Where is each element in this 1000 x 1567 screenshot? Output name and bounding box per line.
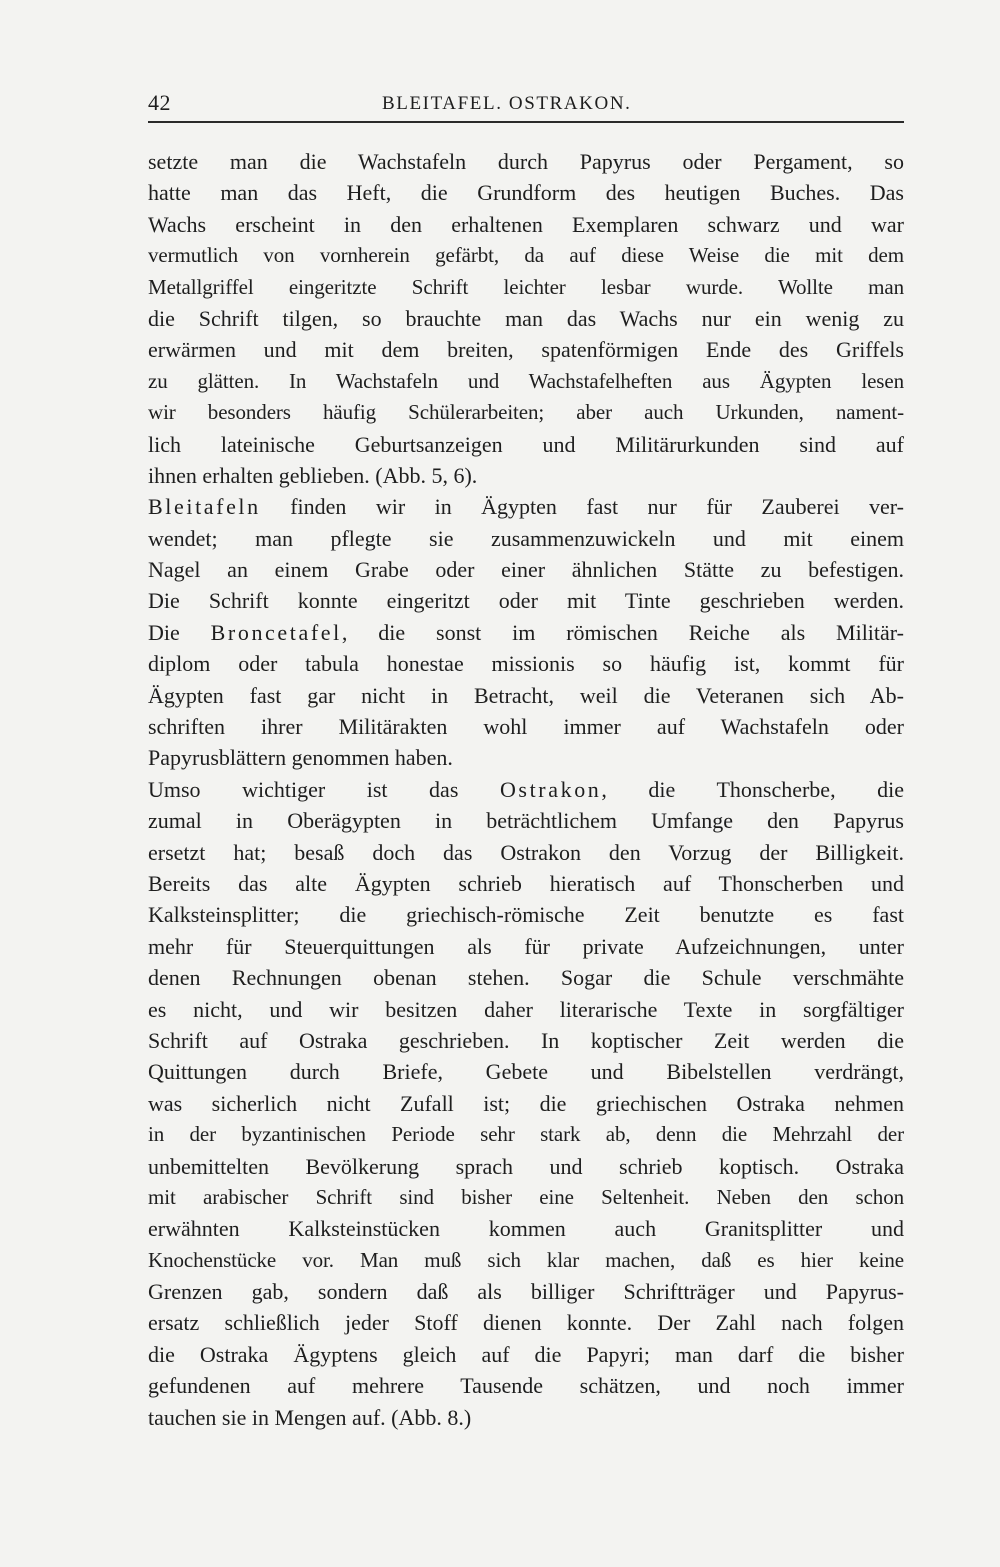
- line-text: vermutlich von vornherein gefärbt, da auf diese Weise die mit dem: [148, 243, 904, 268]
- text-line: [148, 1025, 904, 1056]
- line-text: ersatz schließlich jeder Stoff dienen konnte. Der Zahl nach folgen: [148, 1310, 904, 1336]
- line-text: die Schrift tilgen, so brauchte man das Wachs nur ein wenig zu: [148, 305, 904, 331]
- line-text: gefundenen auf mehrere Tausende schätzen, und noch immer: [148, 1373, 904, 1399]
- line-text: hatte man das Heft, die Grundform des heutigen Buches. Das: [148, 180, 904, 206]
- line-text: Schrift auf Ostraka geschrieben. In koptischer Zeit werden die: [148, 1027, 904, 1053]
- line-text: ersetzt hat; besaß doch das Ostrakon den Vorzug der Billigkeit.: [148, 839, 904, 865]
- text-line: [148, 1119, 904, 1150]
- spaced-term: Broncetafel: [210, 619, 342, 645]
- text-line: [148, 209, 904, 240]
- line-text: Grenzen gab, sondern daß als billiger Schriftträger und Papyrus-: [148, 1279, 904, 1305]
- text-line: [148, 805, 904, 836]
- text-line: [148, 1276, 904, 1307]
- text-line: [148, 1088, 904, 1119]
- text-line: [148, 742, 904, 773]
- line-text: unbemittelten Bevölkerung sprach und schrieb koptisch. Ostraka: [148, 1153, 904, 1179]
- line-text: Nagel an einem Grabe oder einer ähnlichen Stätte zu befestigen.: [148, 557, 904, 583]
- text-line: [148, 397, 904, 428]
- text-line: [148, 554, 904, 585]
- line-text: zumal in Oberägypten in beträchtlichem Umfange den Papyrus: [148, 808, 904, 834]
- text-line: [148, 1307, 904, 1338]
- line-text: Papyrusblättern genommen haben.: [148, 745, 453, 771]
- line-text: Quittungen durch Briefe, Gebete und Bibelstellen verdrängt,: [148, 1059, 904, 1085]
- text-line: [148, 1339, 904, 1370]
- line-text: Kalksteinsplitter; die griechisch-römische Zeit benutzte es fast: [148, 902, 904, 928]
- text-line: [148, 272, 904, 303]
- line-text: die Ostraka Ägyptens gleich auf die Papyri; man darf die bisher: [148, 1341, 904, 1367]
- line-text: finden wir in Ägypten fast nur für Zauberei ver-: [260, 494, 904, 520]
- line-text: , die Thonscherbe, die: [601, 776, 904, 802]
- text-line: [148, 240, 904, 271]
- line-text: tauchen sie in Mengen auf. (Abb. 8.): [148, 1404, 472, 1430]
- text-line: [148, 994, 904, 1025]
- line-text: ihnen erhalten geblieben. (Abb. 5, 6).: [148, 462, 478, 488]
- text-line: [148, 962, 904, 993]
- text-line: [148, 523, 904, 554]
- text-line: [148, 1245, 904, 1276]
- line-text: denen Rechnungen obenan stehen. Sogar die Schule verschmähte: [148, 965, 904, 991]
- line-text: mehr für Steuerquittungen als für private Aufzeichnungen, unter: [148, 933, 904, 959]
- line-text: in der byzantinischen Periode sehr stark ab, denn die Mehrzahl der: [148, 1122, 904, 1147]
- line-text: setzte man die Wachstafeln durch Papyrus oder Pergament, so: [148, 149, 904, 174]
- line-text: mit arabischer Schrift sind bisher eine Seltenheit. Neben den schon: [148, 1184, 904, 1209]
- running-head: [148, 90, 904, 122]
- header-rule: [148, 121, 904, 123]
- text-line: [148, 899, 904, 930]
- text-line: [148, 931, 904, 962]
- line-text: es nicht, und wir besitzen daher literarische Texte in sorgfältiger: [148, 996, 904, 1022]
- text-line: [148, 177, 904, 208]
- line-text: Die: [148, 619, 211, 645]
- text-line: [148, 1182, 904, 1213]
- line-text: wendet; man pflegte sie zusammenzuwickeln und mit einem: [148, 525, 904, 551]
- line-text: zu glätten. In Wachstafeln und Wachstafelheften aus Ägypten lesen: [148, 368, 904, 393]
- text-line: [148, 460, 904, 491]
- text-line: [148, 334, 904, 365]
- text-line: [148, 648, 904, 679]
- text-line: [148, 303, 904, 334]
- line-text: Die Schrift konnte eingeritzt oder mit Tinte geschrieben werden.: [148, 588, 904, 614]
- text-line: [148, 774, 904, 805]
- spaced-term: Ostrakon: [499, 776, 602, 802]
- text-line: [148, 429, 904, 460]
- line-text: Wachs erscheint in den erhaltenen Exemplaren schwarz und war: [148, 211, 904, 237]
- running-head-title: BLEITAFEL. OSTRAKON.: [382, 93, 632, 114]
- text-line: [148, 711, 904, 742]
- line-text: lich lateinische Geburtsanzeigen und Militärurkunden sind auf: [148, 431, 904, 457]
- line-text: Metallgriffel eingeritzte Schrift leichter lesbar wurde. Wollte man: [148, 274, 904, 299]
- text-line: [148, 617, 904, 648]
- line-text: schriften ihrer Militärakten wohl immer auf Wachstafeln oder: [148, 714, 904, 740]
- line-text: Bereits das alte Ägypten schrieb hieratisch auf Thonscherben und: [148, 870, 904, 896]
- text-line: [148, 1056, 904, 1087]
- line-text: wir besonders häufig Schülerarbeiten; aber auch Urkunden, nament-: [148, 400, 904, 425]
- line-text: diplom oder tabula honestae missionis so häufig ist, kommt für: [148, 651, 904, 677]
- line-text: Umso wichtiger ist das: [148, 776, 500, 802]
- text-line: [148, 366, 904, 397]
- line-text: Knochenstücke vor. Man muß sich klar machen, daß es hier keine: [148, 1247, 904, 1272]
- line-text: was sicherlich nicht Zufall ist; die griechischen Ostraka nehmen: [148, 1090, 904, 1116]
- body-text: [148, 146, 904, 1433]
- text-line: [148, 1151, 904, 1182]
- text-line: [148, 1213, 904, 1244]
- line-text: erwähnten Kalksteinstücken kommen auch Granitsplitter und: [148, 1216, 904, 1242]
- text-line: [148, 146, 904, 177]
- line-text: , die sonst im römischen Reiche als Militär-: [341, 619, 905, 645]
- text-line: [148, 491, 904, 522]
- text-line: [148, 1370, 904, 1401]
- text-line: [148, 585, 904, 616]
- text-line: [148, 680, 904, 711]
- text-line: [148, 837, 904, 868]
- line-text: Ägypten fast gar nicht in Betracht, weil die Veteranen sich Ab-: [148, 682, 904, 708]
- text-line: [148, 868, 904, 899]
- page-number: 42: [148, 90, 171, 115]
- text-line: [148, 1402, 904, 1433]
- line-text: erwärmen und mit dem breiten, spatenförmigen Ende des Griffels: [148, 337, 904, 363]
- spaced-term: Bleitafeln: [148, 494, 261, 520]
